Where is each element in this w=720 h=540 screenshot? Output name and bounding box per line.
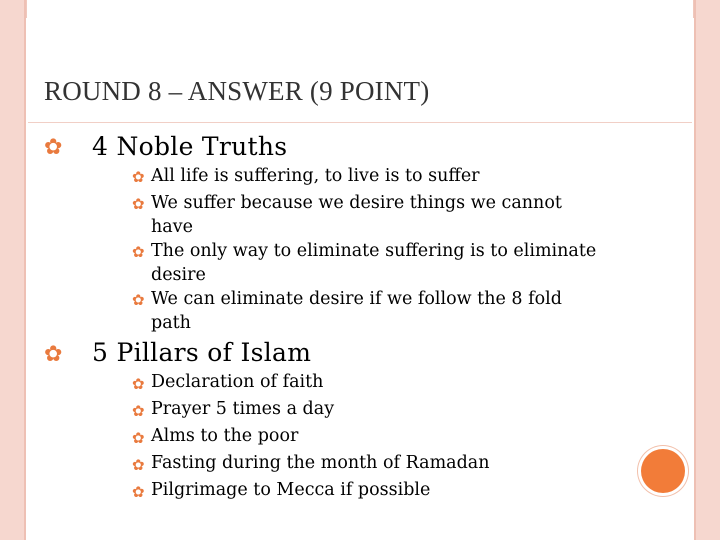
list-item: The only way to eliminate suffering is to eliminate desire [151, 241, 597, 285]
section-heading-five-pillars: 5 Pillars of Islam [92, 338, 312, 367]
flower-bullet-icon: ✿ [132, 375, 145, 393]
list-item: Declaration of faith [151, 372, 324, 392]
slide-frame-left [0, 0, 26, 540]
slide-frame-top [26, 0, 694, 18]
slide-frame-bottom [26, 522, 694, 540]
title-divider [28, 122, 692, 123]
decorative-circle-icon [641, 449, 685, 493]
flower-bullet-icon: ✿ [132, 195, 145, 213]
flower-bullet-icon: ✿ [44, 135, 63, 160]
flower-bullet-icon: ✿ [132, 291, 145, 309]
flower-bullet-icon: ✿ [132, 243, 145, 261]
list-item: Prayer 5 times a day [151, 399, 335, 419]
flower-bullet-icon: ✿ [132, 429, 145, 447]
flower-bullet-icon: ✿ [132, 456, 145, 474]
flower-bullet-icon: ✿ [132, 402, 145, 420]
list-item: We can eliminate desire if we follow the 8 fold path [151, 289, 562, 333]
slide-frame-right [694, 0, 720, 540]
list-item: All life is suffering, to live is to suffer [151, 166, 480, 186]
list-item: Alms to the poor [151, 426, 299, 446]
flower-bullet-icon: ✿ [132, 483, 145, 501]
list-item: We suffer because we desire things we cannot have [151, 193, 562, 237]
list-item: Pilgrimage to Mecca if possible [151, 480, 431, 500]
section-heading-noble-truths: 4 Noble Truths [92, 132, 288, 161]
list-item: Fasting during the month of Ramadan [151, 453, 490, 473]
slide-title: ROUND 8 – ANSWER (9 POINT) [44, 76, 430, 106]
flower-bullet-icon: ✿ [44, 342, 63, 367]
flower-bullet-icon: ✿ [132, 168, 145, 186]
